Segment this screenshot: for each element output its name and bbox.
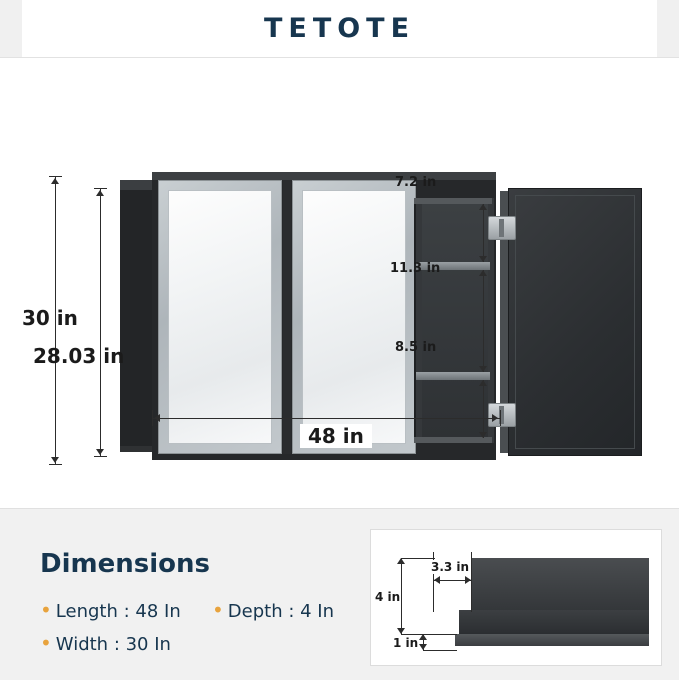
- height-overall-tick-bottom: [49, 464, 62, 465]
- cross-section-card: [370, 529, 662, 666]
- cross-base-arrow-up-icon: [419, 634, 427, 640]
- mirror-glass-center: [302, 190, 406, 444]
- dimensions-panel: [0, 508, 679, 680]
- compartment-3-line: [483, 380, 484, 438]
- open-door-inner-border: [515, 195, 635, 449]
- mirror-door-left: [158, 180, 282, 454]
- interior-back-panel: [422, 202, 488, 439]
- width-arrow-right-icon: [492, 414, 498, 422]
- spec-depth: [212, 598, 334, 622]
- cross-section-upper-body: [471, 558, 649, 610]
- compartment-3-arrow-down-icon: [479, 432, 487, 438]
- spec-depth-label: Depth : 4 In: [227, 601, 335, 622]
- cross-base-tick: [423, 650, 457, 651]
- height-inner-line: [100, 188, 101, 456]
- hinge-top-icon: [488, 216, 516, 240]
- compartment-3-arrow-up-icon: [479, 380, 487, 386]
- door-gap: [283, 180, 291, 454]
- cross-section-mid-body: [459, 610, 649, 634]
- cross-total-arrow-down-icon: [397, 628, 405, 634]
- width-tick-left: [152, 410, 153, 426]
- compartment-2-line: [483, 270, 484, 372]
- open-door-panel: [508, 188, 642, 456]
- height-inner-tick-top: [94, 188, 107, 189]
- cabinet-left-side-shadow: [120, 188, 156, 446]
- height-overall-tick-top: [49, 176, 62, 177]
- height-inner-label: 28.03 in: [33, 344, 125, 368]
- mirror-door-center: [292, 180, 416, 454]
- brand-header: [0, 0, 679, 58]
- cabinet-interior: [414, 198, 494, 443]
- cross-base-label: 1 in: [393, 636, 419, 650]
- height-inner-arrow-down-icon: [96, 449, 104, 455]
- compartment-2-arrow-down-icon: [479, 366, 487, 372]
- compartment-2-label: 11.3 in: [390, 261, 441, 276]
- width-arrow-left-icon: [154, 414, 160, 422]
- cross-upper-arrow-right-icon: [465, 576, 471, 584]
- spec-length: [40, 598, 181, 622]
- width-label: 48 in: [300, 424, 372, 448]
- spec-width-label: Width : 30 In: [55, 634, 171, 655]
- cross-total-tick-top: [401, 558, 435, 559]
- cross-upper-line-right: [471, 552, 472, 612]
- spec-length-label: Length : 48 In: [55, 601, 181, 622]
- width-tick-right: [500, 410, 501, 426]
- height-inner-arrow-up-icon: [96, 190, 104, 196]
- bullet-icon: •: [40, 598, 52, 622]
- height-overall-arrow-down-icon: [51, 457, 59, 463]
- cross-total-line: [401, 558, 402, 634]
- height-overall-arrow-up-icon: [51, 178, 59, 184]
- mirror-glass-left: [168, 190, 272, 444]
- width-line: [152, 418, 500, 419]
- cross-upper-arrow-left-icon: [434, 576, 440, 584]
- cross-total-arrow-up-icon: [397, 558, 405, 564]
- cross-base-arrow-down-icon: [419, 644, 427, 650]
- compartment-1-arrow-up-icon: [479, 204, 487, 210]
- shelf-lower: [416, 372, 490, 380]
- brand-name: TETOTE: [263, 13, 416, 44]
- cross-total-tick-bottom: [401, 634, 457, 635]
- spec-width: [40, 631, 171, 655]
- height-overall-label: 30 in: [22, 306, 78, 330]
- height-inner-tick-bottom: [94, 456, 107, 457]
- cabinet-diagram: [0, 58, 679, 503]
- cross-upper-label: 3.3 in: [431, 560, 470, 574]
- compartment-1-line: [483, 204, 484, 262]
- cross-total-label: 4 in: [375, 590, 401, 604]
- compartment-2-arrow-up-icon: [479, 270, 487, 276]
- bullet-icon: •: [40, 631, 52, 655]
- compartment-1-arrow-down-icon: [479, 256, 487, 262]
- dimensions-title: Dimensions: [40, 549, 210, 579]
- cross-section-base: [455, 634, 649, 646]
- compartment-3-label: 8.5 in: [395, 340, 437, 355]
- bullet-icon: •: [212, 598, 224, 622]
- compartment-1-label: 7.2 in: [395, 175, 437, 190]
- dimensions-panel-inner: [22, 517, 657, 672]
- cabinet-top-edge: [152, 172, 496, 180]
